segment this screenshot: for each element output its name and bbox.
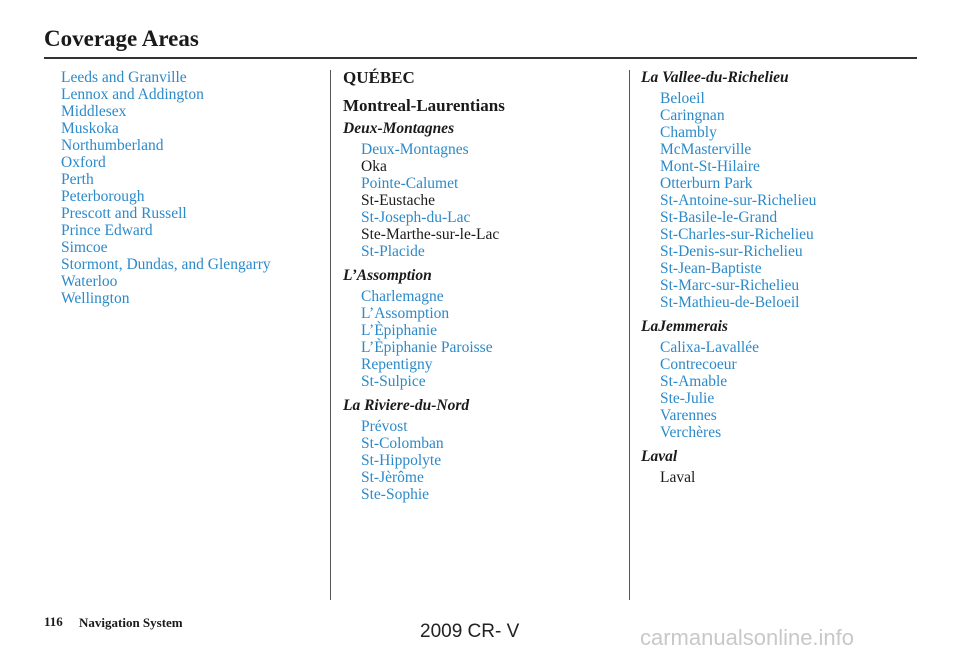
- location-link[interactable]: St-Jèrôme: [361, 469, 424, 486]
- location-link[interactable]: Contrecoeur: [660, 356, 737, 373]
- location-link[interactable]: St-Marc-sur-Richelieu: [660, 277, 800, 294]
- location-link[interactable]: St-Basile-le-Grand: [660, 209, 778, 226]
- location-link[interactable]: St-Antoine-sur-Richelieu: [660, 192, 817, 209]
- location-link[interactable]: St-Placide: [361, 243, 425, 260]
- location-link[interactable]: Simcoe: [61, 239, 108, 256]
- location-link[interactable]: Muskoka: [61, 120, 119, 137]
- location-link[interactable]: Repentigny: [361, 356, 433, 373]
- footer-page-number: 116: [44, 614, 63, 629]
- location-link[interactable]: Middlesex: [61, 103, 127, 120]
- location-link[interactable]: Varennes: [660, 407, 717, 424]
- location-link[interactable]: L’Èpiphanie: [361, 322, 438, 339]
- watermark: carmanualsonline.info: [640, 625, 855, 650]
- location-link[interactable]: Northumberland: [61, 137, 164, 154]
- location-link[interactable]: St-Jean-Baptiste: [660, 260, 762, 277]
- location-link[interactable]: St-Amable: [660, 373, 728, 390]
- location-link[interactable]: Oxford: [61, 154, 106, 171]
- location-link[interactable]: L’Èpiphanie Paroisse: [361, 339, 493, 356]
- location-link[interactable]: Prince Edward: [61, 222, 153, 239]
- column-3: [641, 69, 931, 486]
- location-link[interactable]: Otterburn Park: [660, 175, 753, 192]
- county-heading: LaJemmerais: [641, 318, 728, 335]
- county-heading: Deux-Montagnes: [343, 120, 455, 137]
- column-2: [343, 69, 613, 503]
- location-link[interactable]: Prévost: [361, 418, 408, 435]
- location-link[interactable]: Verchères: [660, 424, 722, 441]
- location-link[interactable]: Ste-Sophie: [361, 486, 430, 503]
- location-link[interactable]: St-Sulpice: [361, 373, 426, 390]
- column-1: [61, 69, 321, 307]
- county-heading: La Vallee-du-Richelieu: [641, 69, 789, 86]
- location-link[interactable]: Charlemagne: [361, 288, 444, 305]
- location-link[interactable]: Prescott and Russell: [61, 205, 187, 222]
- location-item: Oka: [361, 158, 387, 175]
- location-link[interactable]: Deux-Montagnes: [361, 141, 469, 158]
- column-divider-right: [629, 70, 630, 600]
- location-link[interactable]: St-Colomban: [361, 435, 444, 452]
- location-item: Ste-Marthe-sur-le-Lac: [361, 226, 500, 243]
- location-link[interactable]: Pointe-Calumet: [361, 175, 459, 192]
- location-link[interactable]: Leeds and Granville: [61, 69, 187, 86]
- location-link[interactable]: Mont-St-Hilaire: [660, 158, 760, 175]
- province-heading: QUÉBEC: [343, 68, 415, 87]
- footer-model: 2009 CR- V: [420, 621, 520, 642]
- header-rule: [44, 57, 917, 59]
- location-item: St-Eustache: [361, 192, 436, 209]
- footer-label: Navigation System: [79, 615, 183, 630]
- location-item: Laval: [660, 469, 696, 486]
- location-link[interactable]: Perth: [61, 171, 94, 188]
- location-link[interactable]: St-Hippolyte: [361, 452, 442, 469]
- location-link[interactable]: Lennox and Addington: [61, 86, 204, 103]
- location-link[interactable]: Caringnan: [660, 107, 725, 124]
- location-link[interactable]: St-Denis-sur-Richelieu: [660, 243, 803, 260]
- location-link[interactable]: St-Charles-sur-Richelieu: [660, 226, 814, 243]
- county-heading: La Riviere-du-Nord: [343, 397, 470, 414]
- location-link[interactable]: McMasterville: [660, 141, 752, 158]
- page-title: Coverage Areas: [44, 26, 199, 51]
- location-link[interactable]: Stormont, Dundas, and Glengarry: [61, 256, 271, 273]
- location-link[interactable]: Calixa-Lavallée: [660, 339, 759, 356]
- location-link[interactable]: Waterloo: [61, 273, 118, 290]
- location-link[interactable]: L’Assomption: [361, 305, 450, 322]
- location-link[interactable]: Ste-Julie: [660, 390, 715, 407]
- location-link[interactable]: Chambly: [660, 124, 717, 141]
- location-link[interactable]: St-Joseph-du-Lac: [361, 209, 471, 226]
- region-heading: Montreal-Laurentians: [343, 96, 505, 115]
- location-link[interactable]: Beloeil: [660, 90, 705, 107]
- location-link[interactable]: Wellington: [61, 290, 130, 307]
- location-link[interactable]: St-Mathieu-de-Beloeil: [660, 294, 800, 311]
- location-link[interactable]: Peterborough: [61, 188, 145, 205]
- county-heading: L’Assomption: [343, 267, 432, 284]
- column-divider-left: [330, 70, 331, 600]
- county-heading: Laval: [641, 448, 678, 465]
